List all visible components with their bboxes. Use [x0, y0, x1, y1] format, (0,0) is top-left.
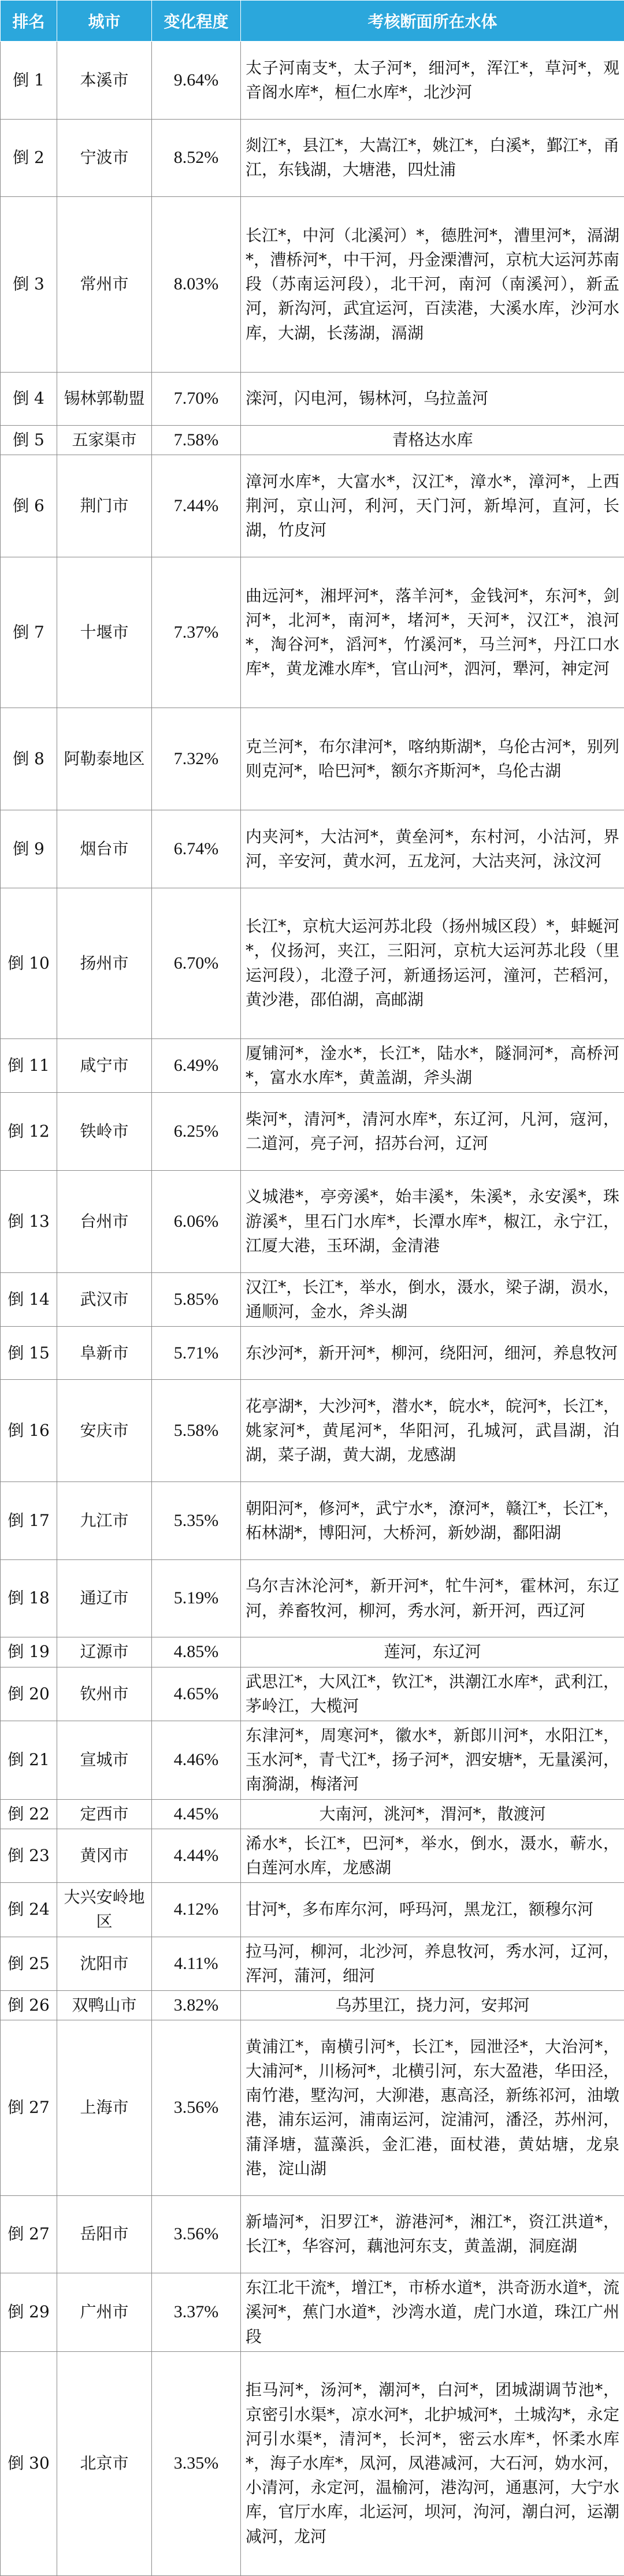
table-row — [1, 1799, 624, 1829]
change-cell: 8.03% — [152, 197, 241, 372]
change-cell: 7.37% — [152, 557, 241, 708]
water-body-cell: 剡江*，县江*，大嵩江*，姚江*，白溪*，鄞江*，甬江，东钱湖，大塘港，四灶浦 — [241, 119, 624, 197]
city-cell: 辽源市 — [57, 1637, 152, 1667]
table-row — [1, 119, 624, 197]
table-row — [1, 1829, 624, 1882]
rank-cell: 倒 15 — [1, 1326, 57, 1379]
water-body-cell: 朝阳河*，修河*，武宁水*，潦河*，赣江*，长江*，柘林湖*，博阳河，大桥河，新妙湖，鄱阳湖 — [241, 1482, 624, 1560]
rank-cell: 倒 24 — [1, 1883, 57, 1937]
city-cell: 阿勒泰地区 — [57, 708, 152, 810]
table-body — [1, 42, 624, 2576]
table-row — [1, 455, 624, 557]
water-body-cell: 厦铺河*，淦水*，长江*，陆水*，隧洞河*，高桥河*，富水水库*，黄盖湖，斧头湖 — [241, 1038, 624, 1092]
city-cell: 钦州市 — [57, 1667, 152, 1721]
change-cell: 4.85% — [152, 1637, 241, 1667]
table-row — [1, 372, 624, 425]
water-body-cell: 甘河*，多布库尔河，呼玛河，黑龙江，额穆尔河 — [241, 1883, 624, 1937]
water-body-cell: 花亭湖*，大沙河*，潜水*，皖水*，皖河*，长江*，姚家河*，黄尾河*，华阳河，孔城河，武昌湖，泊湖，菜子湖，黄大湖，龙感湖 — [241, 1380, 624, 1482]
change-cell: 5.19% — [152, 1559, 241, 1637]
city-cell: 台州市 — [57, 1170, 152, 1272]
city-cell: 常州市 — [57, 197, 152, 372]
rank-cell: 倒 2 — [1, 119, 57, 197]
table-row — [1, 557, 624, 708]
change-cell: 5.58% — [152, 1380, 241, 1482]
rank-cell: 倒 22 — [1, 1799, 57, 1829]
water-body-cell: 拉马河，柳河，北沙河，养息牧河，秀水河，辽河，浑河，蒲河，细河 — [241, 1937, 624, 1990]
city-cell: 阜新市 — [57, 1326, 152, 1379]
water-body-cell: 乌苏里江，挠力河，安邦河 — [241, 1990, 624, 2020]
city-cell: 大兴安岭地区 — [57, 1883, 152, 1937]
water-body-cell: 滦河，闪电河，锡林河，乌拉盖河 — [241, 372, 624, 425]
header-city: 城市 — [57, 1, 152, 42]
city-cell: 宁波市 — [57, 119, 152, 197]
table-row — [1, 425, 624, 455]
water-body-cell: 太子河南支*，太子河*，细河*，浑江*，草河*，观音阁水库*，桓仁水库*，北沙河 — [241, 42, 624, 120]
table-row — [1, 708, 624, 810]
rank-cell: 倒 21 — [1, 1721, 57, 1799]
table-row — [1, 1380, 624, 1482]
table-row — [1, 2195, 624, 2273]
water-body-cell: 武思江*，大风江*，钦江*，洪潮江水库*，武利江，茅岭江，大榄河 — [241, 1667, 624, 1721]
table-row — [1, 1637, 624, 1667]
water-body-cell: 青格达水库 — [241, 425, 624, 455]
city-cell: 岳阳市 — [57, 2195, 152, 2273]
change-cell: 4.45% — [152, 1799, 241, 1829]
city-cell: 九江市 — [57, 1482, 152, 1560]
city-cell: 十堰市 — [57, 557, 152, 708]
header-rank: 排名 — [1, 1, 57, 42]
city-cell: 五家渠市 — [57, 425, 152, 455]
city-cell: 烟台市 — [57, 810, 152, 888]
city-cell: 锡林郭勒盟 — [57, 372, 152, 425]
water-body-cell: 长江*，中河（北溪河）*，德胜河*，漕里河*，滆湖*，漕桥河*，中干河，丹金溧漕河，京杭大运河苏南段（苏南运河段），北干河，南河（南溪河），新孟河，新沟河，武宜运河，百渎港，大溪水库，沙河水库，大湖，长荡湖，滆湖 — [241, 197, 624, 372]
change-cell: 6.70% — [152, 888, 241, 1038]
change-cell: 4.44% — [152, 1829, 241, 1882]
change-cell: 3.35% — [152, 2351, 241, 2575]
change-cell: 4.12% — [152, 1883, 241, 1937]
water-body-cell: 长江*，京杭大运河苏北段（扬州城区段）*，蚌蜒河*，仪扬河，夹江，三阳河，京杭大运河苏北段（里运河段），北澄子河，新通扬运河，潼河，芒稻河，黄沙港，邵伯湖，高邮湖 — [241, 888, 624, 1038]
table-row — [1, 1937, 624, 1990]
header-change: 变化程度 — [152, 1, 241, 42]
rank-cell: 倒 27 — [1, 2020, 57, 2195]
water-body-cell: 浠水*，长江*，巴河*，举水，倒水，滠水，蕲水，白莲河水库，龙感湖 — [241, 1829, 624, 1882]
rank-cell: 倒 11 — [1, 1038, 57, 1092]
water-body-cell: 克兰河*，布尔津河*，喀纳斯湖*，乌伦古河*，别列则克河*，哈巴河*，额尔齐斯河*，乌伦古湖 — [241, 708, 624, 810]
city-cell: 安庆市 — [57, 1380, 152, 1482]
change-cell: 9.64% — [152, 42, 241, 120]
change-cell: 7.32% — [152, 708, 241, 810]
rank-cell: 倒 30 — [1, 2351, 57, 2575]
water-body-cell: 大南河，洮河*，渭河*，散渡河 — [241, 1799, 624, 1829]
rank-cell: 倒 9 — [1, 810, 57, 888]
change-cell: 5.85% — [152, 1272, 241, 1326]
city-cell: 广州市 — [57, 2273, 152, 2352]
rank-cell: 倒 14 — [1, 1272, 57, 1326]
water-body-cell: 东沙河*，新开河*，柳河，绕阳河，细河，养息牧河 — [241, 1326, 624, 1379]
table-row — [1, 1093, 624, 1171]
water-body-cell: 莲河，东辽河 — [241, 1637, 624, 1667]
water-body-cell: 东江北干流*，增江*，市桥水道*，洪奇沥水道*，流溪河*，蕉门水道*，沙湾水道，虎门水道，珠江广州段 — [241, 2273, 624, 2352]
table-header-row — [1, 1, 624, 42]
city-cell: 沈阳市 — [57, 1937, 152, 1990]
city-cell: 通辽市 — [57, 1559, 152, 1637]
city-cell: 宣城市 — [57, 1721, 152, 1799]
change-cell: 7.58% — [152, 425, 241, 455]
city-cell: 定西市 — [57, 1799, 152, 1829]
table-row — [1, 1482, 624, 1560]
change-cell: 6.74% — [152, 810, 241, 888]
change-cell: 7.70% — [152, 372, 241, 425]
city-cell: 扬州市 — [57, 888, 152, 1038]
rank-cell: 倒 16 — [1, 1380, 57, 1482]
city-cell: 荆门市 — [57, 455, 152, 557]
rank-cell: 倒 8 — [1, 708, 57, 810]
header-water-body: 考核断面所在水体 — [241, 1, 624, 42]
rank-cell: 倒 26 — [1, 1990, 57, 2020]
rank-cell: 倒 5 — [1, 425, 57, 455]
rank-cell: 倒 23 — [1, 1829, 57, 1882]
change-cell: 6.49% — [152, 1038, 241, 1092]
city-cell: 武汉市 — [57, 1272, 152, 1326]
city-cell: 本溪市 — [57, 42, 152, 120]
table-row — [1, 1883, 624, 1937]
change-cell: 3.82% — [152, 1990, 241, 2020]
table-row — [1, 42, 624, 120]
table-row — [1, 1038, 624, 1092]
change-cell: 6.25% — [152, 1093, 241, 1171]
rank-cell: 倒 1 — [1, 42, 57, 120]
water-body-cell: 柴河*，清河*，清河水库*，东辽河，凡河，寇河，二道河，亮子河，招苏台河，辽河 — [241, 1093, 624, 1171]
table-row — [1, 1326, 624, 1379]
water-body-cell: 东津河*，周寒河*，徽水*，新郎川河*，水阳江*，玉水河*，青弋江*，扬子河*，泗安塘*，无量溪河，南漪湖，梅渚河 — [241, 1721, 624, 1799]
water-body-cell: 拒马河*，汤河*，潮河*，白河*，团城湖调节池*，京密引水渠*，凉水河*，北护城河*，土城沟*，永定河引水渠*，清河*，长河*，密云水库*，怀柔水库*，海子水库*，凤河，凤港减河，大石河，妫水河，小清河，永定河，温榆河，港沟河，通惠河，大宁水库，官厅水库，北运河，坝河，泃河，潮白河，运潮减河，龙河 — [241, 2351, 624, 2575]
water-body-cell: 曲远河*，湘坪河*，落羊河*，金钱河*，东河*，剑河*，北河*，南河*，堵河*，天河*，汉江*，浪河*，淘谷河*，滔河*，竹溪河*，马兰河*，丹江口水库*，黄龙滩水库*，官山河*，泗河，犟河，神定河 — [241, 557, 624, 708]
change-cell: 3.56% — [152, 2195, 241, 2273]
rank-cell: 倒 20 — [1, 1667, 57, 1721]
change-cell: 6.06% — [152, 1170, 241, 1272]
table-row — [1, 2273, 624, 2352]
city-cell: 铁岭市 — [57, 1093, 152, 1171]
change-cell: 3.37% — [152, 2273, 241, 2352]
rank-cell: 倒 17 — [1, 1482, 57, 1560]
table-row — [1, 197, 624, 372]
rank-cell: 倒 10 — [1, 888, 57, 1038]
city-cell: 黄冈市 — [57, 1829, 152, 1882]
rank-cell: 倒 19 — [1, 1637, 57, 1667]
city-cell: 北京市 — [57, 2351, 152, 2575]
table-row — [1, 2020, 624, 2195]
table-row — [1, 1990, 624, 2020]
water-body-cell: 义城港*，亭旁溪*，始丰溪*，朱溪*，永安溪*，珠游溪*，里石门水库*，长潭水库*，椒江，永宁江，江厦大港，玉环湖，金清港 — [241, 1170, 624, 1272]
rank-cell: 倒 27 — [1, 2195, 57, 2273]
water-body-cell: 漳河水库*，大富水*，汉江*，漳水*，漳河*，上西荆河，京山河，利河，天门河，新埠河，直河，长湖，竹皮河 — [241, 455, 624, 557]
water-body-cell: 乌尔吉沐沦河*，新开河*，牤牛河*，霍林河，东辽河，养畜牧河，柳河，秀水河，新开河，西辽河 — [241, 1559, 624, 1637]
change-cell: 4.11% — [152, 1937, 241, 1990]
table-row — [1, 810, 624, 888]
rank-cell: 倒 29 — [1, 2273, 57, 2352]
change-cell: 5.71% — [152, 1326, 241, 1379]
city-cell: 上海市 — [57, 2020, 152, 2195]
table-row — [1, 888, 624, 1038]
rank-cell: 倒 25 — [1, 1937, 57, 1990]
table-row — [1, 1170, 624, 1272]
city-cell: 双鸭山市 — [57, 1990, 152, 2020]
table-row — [1, 2351, 624, 2575]
rank-cell: 倒 18 — [1, 1559, 57, 1637]
water-body-cell: 内夹河*，大沽河*，黄垒河*，东村河，小沽河，界河，辛安河，黄水河，五龙河，大沽夹河，泳汶河 — [241, 810, 624, 888]
rank-cell: 倒 13 — [1, 1170, 57, 1272]
rank-cell: 倒 4 — [1, 372, 57, 425]
water-body-cell: 黄浦江*，南横引河*，长江*，园泄泾*，大治河*，大浦河*，川杨河*，北横引河，东大盈港，华田泾，南竹港，墅沟河，大泖港，惠高泾，新练祁河，油墩港，浦东运河，浦南运河，淀浦河，潘泾，苏州河，蒲泽塘，蕰藻浜，金汇港，面杖港，黄姑塘，龙泉港，淀山湖 — [241, 2020, 624, 2195]
table-row — [1, 1667, 624, 1721]
rank-cell: 倒 3 — [1, 197, 57, 372]
change-cell: 4.65% — [152, 1667, 241, 1721]
change-cell: 7.44% — [152, 455, 241, 557]
city-cell: 咸宁市 — [57, 1038, 152, 1092]
table-row — [1, 1721, 624, 1799]
water-body-cell: 汉江*，长江*，举水，倒水，滠水，梁子湖，涢水，通顺河，金水，斧头湖 — [241, 1272, 624, 1326]
change-cell: 4.46% — [152, 1721, 241, 1799]
table-row — [1, 1272, 624, 1326]
table-row — [1, 1559, 624, 1637]
rank-cell: 倒 7 — [1, 557, 57, 708]
rank-cell: 倒 12 — [1, 1093, 57, 1171]
change-cell: 5.35% — [152, 1482, 241, 1560]
water-body-cell: 新墙河*，汨罗江*，游港河*，湘江*，资江洪道*，长江*，华容河，藕池河东支，黄盖湖，洞庭湖 — [241, 2195, 624, 2273]
rank-cell: 倒 6 — [1, 455, 57, 557]
change-cell: 8.52% — [152, 119, 241, 197]
change-cell: 3.56% — [152, 2020, 241, 2195]
